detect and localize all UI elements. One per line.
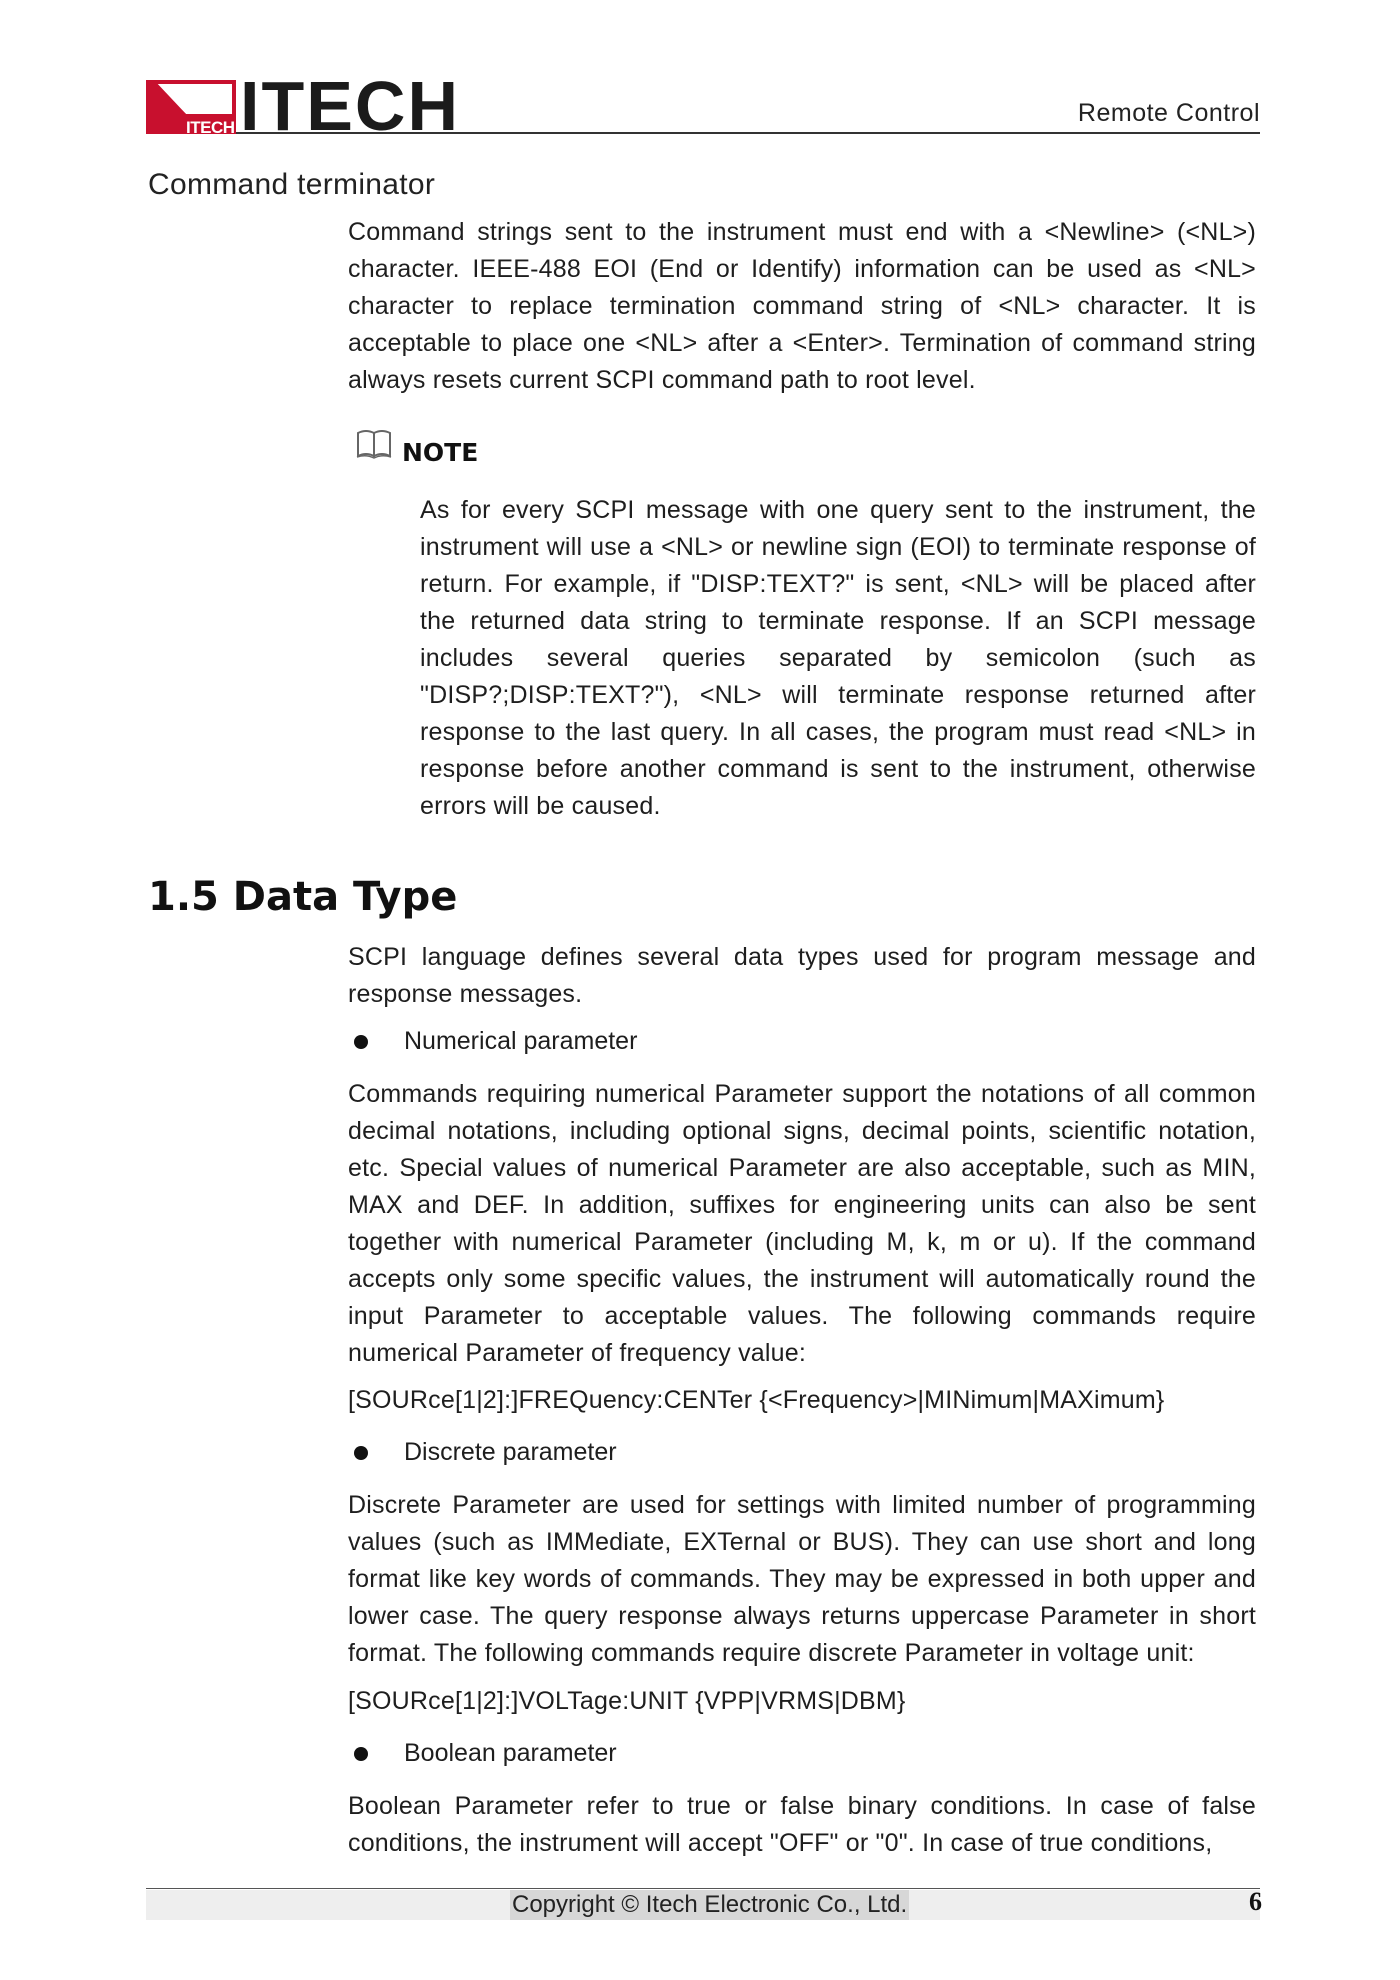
logo-text: ITECH	[240, 67, 460, 145]
page-header	[146, 67, 1260, 145]
note-header	[356, 428, 479, 467]
bullet-dot-icon	[354, 1035, 368, 1049]
numerical-paragraph: Commands requiring numerical Parameter support the notations of all common decimal notations, including optional signs, decimal points, scientific notation, etc. Special values of numerical Parameter are also acceptable, such as MIN, MAX and DEF. In addition, suffixes for engineering units can also be sent together with numerical Parameter (including M, k, m or u). If the command accepts only some specific values, the instrument will automatically round the input Parameter to acceptable values. The following commands require numerical Parameter of frequency value:	[348, 1080, 1256, 1367]
book-icon	[356, 428, 392, 465]
discrete-paragraph: Discrete Parameter are used for settings with limited number of programming values (such as IMMediate, EXTernal or BUS). They can use short and long format like key words of commands. They may be expressed in both upper and lower case. The query response always returns uppercase Parameter in short format. The following commands require discrete Parameter in voltage unit:	[348, 1491, 1256, 1667]
footer-divider	[146, 1888, 1260, 1889]
bullet-label: Boolean parameter	[404, 1739, 617, 1767]
terminator-paragraph: Command strings sent to the instrument must end with a <Newline> (<NL>) character. IEEE-488 EOI (End or Identify) information can be used as <NL> character to replace termination command string of <NL> character. It is acceptable to place one <NL> after a <Enter>. Termination of command string always resets current SCPI command path to root level.	[348, 218, 1256, 394]
section-title: Remote Control	[1077, 99, 1260, 127]
subsection-heading: Command terminator	[148, 168, 436, 201]
section-heading: 1.5 Data Type	[148, 874, 458, 920]
logo-mini-text: ITECH	[186, 118, 235, 137]
bullet-boolean	[348, 1739, 617, 1768]
bullet-numerical	[348, 1027, 637, 1056]
boolean-paragraph: Boolean Parameter refer to true or false binary conditions. In case of false conditions, the instrument will accept "OFF" or "0". In case of true conditions,	[348, 1792, 1256, 1857]
discrete-example: [SOURce[1|2]:]VOLTage:UNIT {VPP|VRMS|DBM}	[348, 1687, 906, 1715]
bullet-discrete	[348, 1438, 617, 1467]
note-label: NOTE	[402, 437, 479, 467]
note-paragraph: As for every SCPI message with one query sent to the instrument, the instrument will use a <NL> or newline sign (EOI) to terminate response of return. For example, if "DISP:TEXT?" is sent, <NL> will be placed after the returned data string to terminate response. If an SCPI message includes several queries separated by semicolon (such as "DISP?;DISP:TEXT?"), <NL> will terminate response returned after response to the last query. In all cases, the program must read <NL> in response before another command is sent to the instrument, otherwise errors will be caused.	[420, 496, 1256, 820]
bullet-dot-icon	[354, 1446, 368, 1460]
bullet-label: Numerical parameter	[404, 1027, 638, 1055]
data-type-intro: SCPI language defines several data types used for program message and response messages.	[348, 943, 1256, 1008]
bullet-label: Discrete parameter	[404, 1438, 617, 1466]
numerical-example: [SOURce[1|2]:]FREQuency:CENTer {<Frequency>|MINimum|MAXimum}	[348, 1386, 1165, 1414]
page-number: 6	[1249, 1887, 1262, 1916]
bullet-dot-icon	[354, 1747, 368, 1761]
itech-logo	[146, 67, 460, 145]
footer-copyright: Copyright © Itech Electronic Co., Ltd.	[512, 1891, 908, 1918]
logo-mark-icon	[146, 80, 236, 137]
